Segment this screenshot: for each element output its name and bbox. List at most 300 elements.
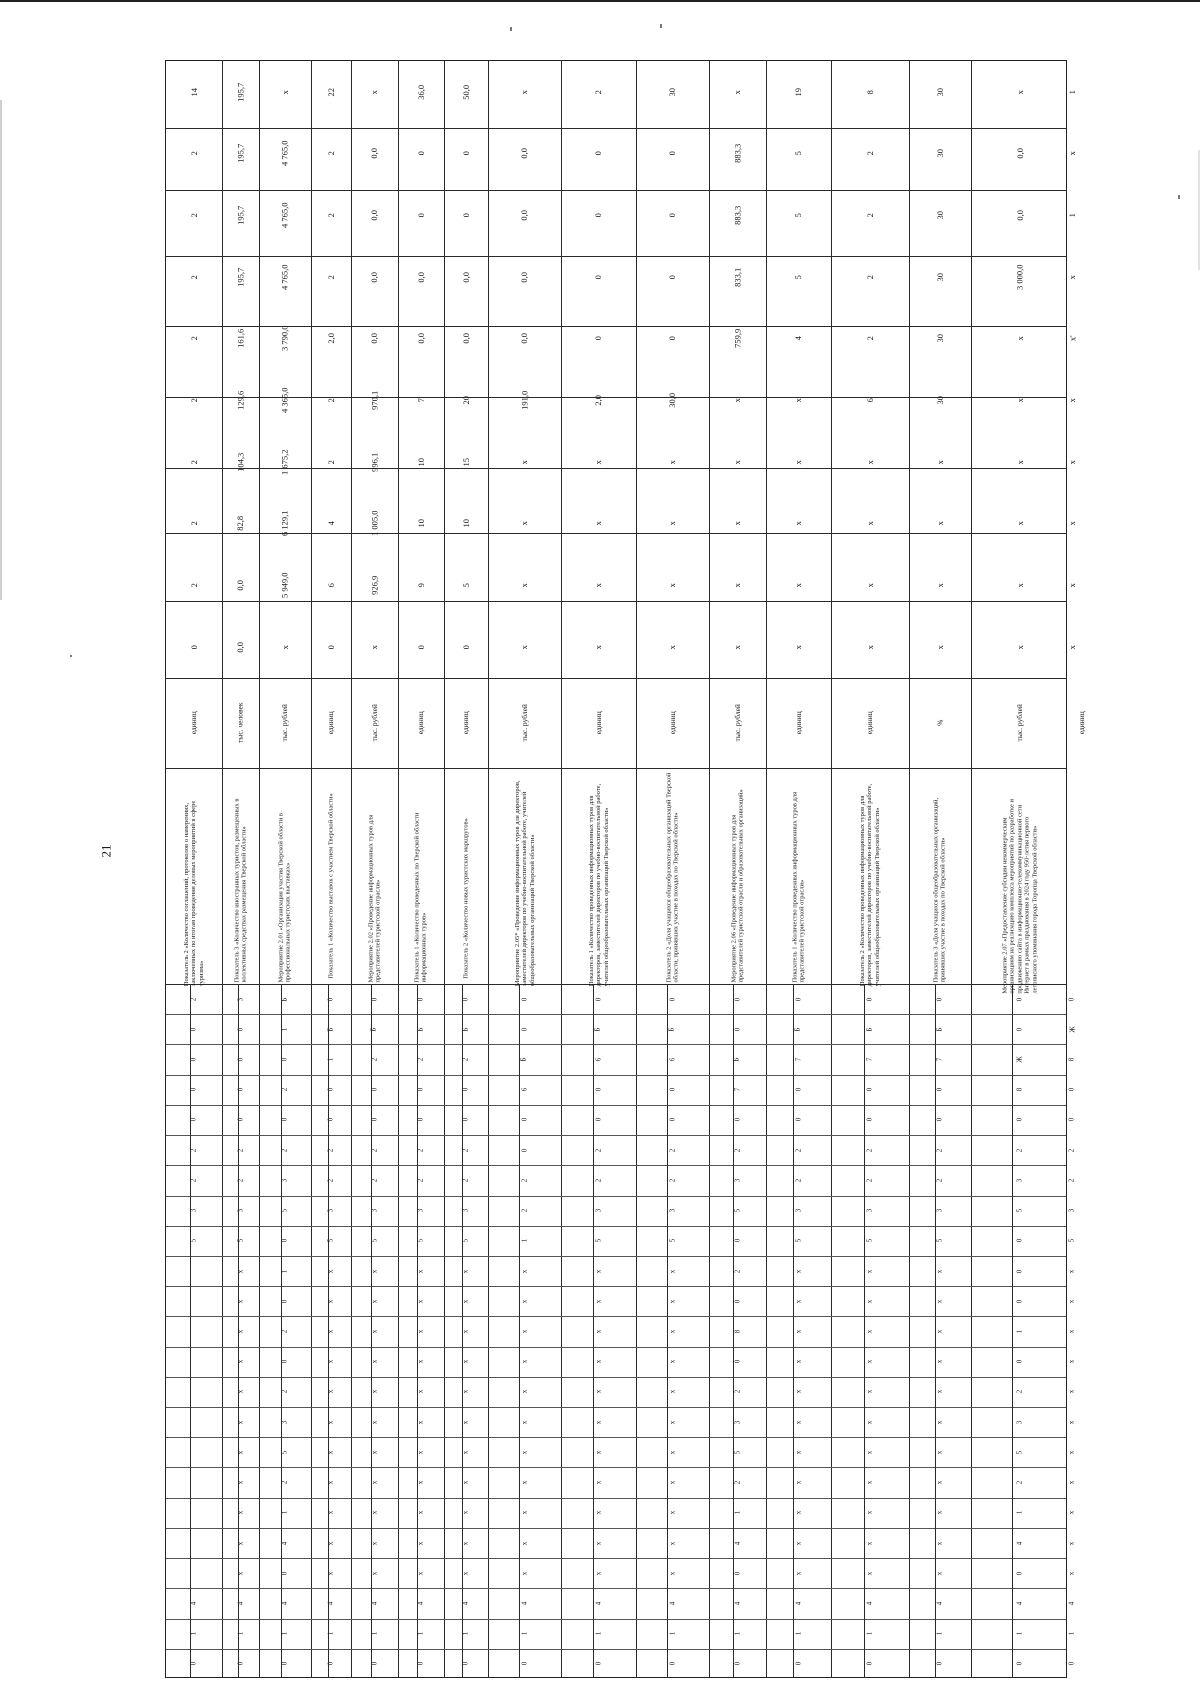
code-digit-cell	[767, 1014, 830, 1044]
code-digit-cell	[167, 1528, 221, 1558]
code-digit-cell	[637, 1467, 708, 1497]
code-digit-cell	[767, 1044, 830, 1074]
unit-cell	[972, 678, 1068, 768]
code-digit-cell	[1067, 1619, 1076, 1649]
code-digit-cell	[832, 1316, 908, 1346]
code-digit-cell-text: 0	[280, 1571, 289, 1575]
table-grid-line	[519, 984, 520, 1677]
code-digit-cell	[260, 1286, 310, 1316]
code-digit-cell-text: 6	[594, 1057, 602, 1062]
unit-cell-text: единиц	[326, 711, 336, 735]
code-digit-cell-text: 4	[520, 1601, 528, 1606]
code-digit-cell-text: 0	[668, 1087, 676, 1092]
code-digit-cell-text: 0	[280, 1118, 289, 1122]
code-digit-cell-text: 0	[416, 1662, 425, 1666]
value-cell	[312, 308, 350, 370]
value-cell	[710, 555, 765, 617]
indicator-name-cell	[972, 768, 1068, 994]
code-digit-cell-text: 3	[794, 1208, 802, 1213]
code-digit-cell	[352, 1044, 397, 1074]
value-cell	[489, 246, 560, 308]
unit-cell	[352, 678, 397, 768]
code-digit-cell	[223, 1044, 258, 1074]
code-digit-cell	[767, 1377, 830, 1407]
code-digit-cell	[445, 984, 487, 1014]
code-digit-cell-text: 0	[370, 997, 378, 1001]
code-digit-cell	[399, 1075, 443, 1105]
code-digit-cell	[312, 1558, 350, 1588]
code-digit-cell-text: 2	[733, 1480, 741, 1485]
code-digit-cell	[223, 1588, 258, 1618]
value-cell	[399, 246, 443, 308]
code-digit-cell-text: 2	[733, 1390, 741, 1394]
code-digit-cell-text: 0	[1067, 1662, 1076, 1666]
code-digit-cell	[167, 1226, 221, 1256]
value-cell	[223, 61, 258, 123]
value-cell	[972, 555, 1068, 617]
code-digit-cell-text: 5	[668, 1239, 676, 1243]
code-digit-cell-text: 0	[1067, 1087, 1076, 1092]
code-digit-cell	[832, 1588, 908, 1618]
value-cell-text: 0	[593, 213, 604, 218]
code-digit-cell	[637, 1256, 708, 1286]
code-digit-cell	[972, 1196, 1068, 1226]
table-grid-line	[733, 984, 734, 1677]
value-cell	[767, 308, 830, 370]
code-digit-cell	[832, 1437, 908, 1467]
code-digit-cell-text: x	[935, 1329, 944, 1334]
value-cell	[910, 123, 970, 185]
value-cell	[445, 184, 487, 246]
code-digit-cell	[832, 1135, 908, 1165]
code-digit-cell-text: 0	[865, 1087, 874, 1092]
value-cell	[767, 616, 830, 678]
code-digit-cell-text: 0	[594, 1118, 602, 1122]
value-cell-text: x	[1014, 583, 1025, 588]
code-digit-cell	[710, 1286, 765, 1316]
code-digit-cell	[637, 1588, 708, 1618]
code-digit-cell	[399, 1196, 443, 1226]
code-digit-cell-text: 3	[236, 1208, 244, 1213]
indicator-name-text: Мероприятие 2.06 «Проведение информационных туров для представителей туристской отрасли и образовательных организаций»	[730, 789, 745, 983]
code-digit-cell-text: Б	[733, 1057, 741, 1062]
code-digit-cell	[910, 984, 970, 1014]
code-digit-cell-text: x	[935, 1571, 944, 1575]
code-digit-cell	[445, 1558, 487, 1588]
scan-top-border	[0, 0, 1200, 2]
value-cell-text: 883,3	[732, 143, 743, 164]
code-digit-cell	[399, 1588, 443, 1618]
code-digit-cell	[352, 1075, 397, 1105]
value-cell-text: 129,6	[235, 390, 246, 410]
unit-cell	[767, 678, 830, 768]
code-digit-cell-text: Б	[865, 1027, 874, 1032]
code-digit-cell-text: 2	[461, 1178, 470, 1183]
code-digit-cell	[489, 1588, 560, 1618]
code-digit-cell-text: 4	[236, 1601, 244, 1606]
value-cell-text: 2	[188, 583, 199, 588]
code-digit-cell	[910, 1377, 970, 1407]
value-cell	[399, 370, 443, 432]
code-digit-cell-text: x	[668, 1420, 676, 1424]
code-digit-cell	[489, 1377, 560, 1407]
code-digit-cell	[260, 1105, 310, 1135]
code-digit-cell	[399, 1014, 443, 1044]
code-digit-cell	[445, 1347, 487, 1377]
value-cell-text: x	[1066, 398, 1077, 403]
code-digit-cell	[312, 1196, 350, 1226]
value-cell	[352, 431, 397, 493]
code-digit-cell-text: x	[668, 1269, 676, 1273]
code-digit-cell	[832, 1407, 908, 1437]
code-digit-cell-text: 0	[370, 1118, 378, 1122]
code-digit-cell-text: 0	[794, 1118, 802, 1122]
code-digit-cell	[832, 1528, 908, 1558]
value-cell-text: 0	[415, 645, 426, 650]
code-digit-cell-text: x	[935, 1299, 944, 1304]
code-digit-cell	[972, 1649, 1068, 1679]
code-digit-cell	[312, 1256, 350, 1286]
code-digit-cell	[223, 1528, 258, 1558]
value-cell	[832, 184, 908, 246]
code-digit-cell-text: x	[794, 1269, 802, 1273]
code-digit-cell-text: 4	[280, 1541, 289, 1545]
indicator-name-text: Мероприятие 2.05* «Проведение информационных туров для директоров, заместителей директоров по учебно-воспитательной работе, учителей общеобразовательных организаций Тверской области»	[513, 780, 536, 987]
value-cell	[399, 184, 443, 246]
code-digit-cell-text: x	[865, 1511, 874, 1515]
value-cell	[562, 308, 635, 370]
value-cell-text: 0	[415, 151, 426, 156]
code-digit-cell-text: 1	[370, 1631, 378, 1636]
code-digit-cell-text: 1	[1015, 1631, 1024, 1636]
value-cell-text: x	[519, 459, 530, 465]
table-grid-line	[328, 984, 329, 1677]
code-digit-cell-text: 1	[794, 1631, 802, 1636]
code-digit-cell	[1067, 1044, 1076, 1074]
code-digit-cell	[312, 1498, 350, 1528]
value-cell	[489, 61, 560, 123]
code-digit-cell	[399, 1165, 443, 1195]
code-digit-cell-text: 0	[280, 1057, 289, 1062]
code-digit-cell	[767, 1407, 830, 1437]
value-cell-text: 7	[415, 398, 426, 403]
code-digit-cell-text: 2	[733, 1269, 741, 1273]
code-digit-cell-text: x	[236, 1450, 244, 1455]
indicator-name-cell	[260, 768, 310, 984]
code-digit-cell	[445, 1649, 487, 1679]
code-digit-cell	[637, 1347, 708, 1377]
value-cell-text: 0,0	[369, 209, 380, 221]
value-cell-text: 3 000,0	[1014, 264, 1025, 290]
code-digit-cell-text: x	[935, 1541, 944, 1545]
value-cell	[352, 184, 397, 246]
value-cell	[445, 493, 487, 555]
code-digit-cell-text: x	[520, 1450, 528, 1455]
value-cell-text: 10	[460, 519, 471, 528]
code-digit-cell	[445, 1316, 487, 1346]
code-digit-cell-text: x	[416, 1450, 425, 1455]
code-digit-cell-text: 2	[280, 1148, 289, 1152]
value-cell-text: 10	[415, 457, 426, 467]
code-digit-cell	[637, 1105, 708, 1135]
code-digit-cell	[445, 1135, 487, 1165]
value-cell	[167, 493, 221, 555]
code-digit-cell	[1067, 1165, 1076, 1195]
table-grid-line	[864, 984, 865, 1677]
value-cell-text: 4 765,0	[279, 202, 290, 228]
code-digit-cell	[832, 1014, 908, 1044]
code-digit-cell	[223, 1105, 258, 1135]
value-cell	[767, 184, 830, 246]
code-digit-cell-text: 2	[461, 1057, 470, 1062]
code-digit-cell-text: 0	[280, 1299, 289, 1304]
value-cell	[312, 246, 350, 308]
code-digit-cell	[167, 1256, 221, 1286]
code-digit-cell	[352, 1558, 397, 1588]
code-digit-cell	[972, 1075, 1068, 1105]
code-digit-cell	[972, 1014, 1068, 1044]
value-cell	[223, 370, 258, 432]
value-cell	[489, 555, 560, 617]
indicator-name-text: Показатель 3 «Количество иностранных туристов, размещенных в коллективных средствах размещения Тверской области»	[233, 798, 248, 983]
code-digit-cell	[445, 1437, 487, 1467]
code-digit-cell	[489, 1286, 560, 1316]
code-digit-cell-text: x	[520, 1390, 528, 1394]
code-digit-cell-text: 5	[1015, 1450, 1024, 1455]
code-digit-cell-text: 4	[280, 1601, 289, 1606]
code-digit-cell	[1067, 1075, 1076, 1105]
code-digit-cell-text: x	[326, 1299, 335, 1304]
code-digit-cell	[399, 1044, 443, 1074]
code-digit-cell-text: 0	[1015, 1662, 1024, 1666]
value-cell-text: 50,0	[460, 84, 471, 100]
code-digit-cell-text: 2	[370, 1148, 378, 1152]
unit-cell-text: тыс. рублей	[519, 704, 529, 742]
code-digit-cell	[710, 1014, 765, 1044]
unit-cell-text: тыс. рублей	[1015, 704, 1025, 742]
value-cell-text: x	[667, 645, 678, 650]
value-cell-text: 0,0	[415, 271, 426, 283]
unit-cell	[637, 678, 708, 768]
value-cell-text: 6	[864, 398, 875, 403]
code-digit-cell	[223, 1347, 258, 1377]
value-cell-text: x	[732, 583, 743, 588]
value-cell-text: x	[1066, 459, 1077, 465]
code-digit-cell	[352, 1014, 397, 1044]
unit-cell	[910, 678, 970, 768]
unit-cell	[399, 678, 443, 768]
code-digit-cell	[223, 1558, 258, 1588]
value-cell	[399, 555, 443, 617]
code-digit-cell-text: x	[236, 1390, 244, 1394]
code-digit-cell-text: 1	[416, 1631, 425, 1636]
value-cell	[972, 431, 1068, 493]
code-digit-cell	[767, 1286, 830, 1316]
code-digit-cell-text: x	[520, 1541, 528, 1545]
code-digit-cell	[910, 1588, 970, 1618]
code-digit-cell-text: 0	[794, 1662, 802, 1666]
code-digit-cell	[312, 1467, 350, 1497]
code-digit-cell	[637, 1044, 708, 1074]
indicator-name-text: Показатель 1 «Количество проведенных информационных туров для директоров, заместителей директоров по учебно-воспитательной работе, учителей общеобразовательных организаций Тверской области»	[587, 783, 610, 987]
value-cell	[312, 431, 350, 493]
value-cell	[710, 370, 765, 432]
value-cell	[710, 493, 765, 555]
code-digit-cell-text: x	[668, 1450, 676, 1455]
code-digit-cell-text: 0	[461, 1118, 470, 1122]
value-cell-text: x	[732, 398, 743, 403]
code-digit-cell-text: Б	[935, 1027, 944, 1032]
value-cell-text: 0,0	[519, 271, 530, 283]
code-digit-cell	[260, 1558, 310, 1588]
code-digit-cell	[223, 1407, 258, 1437]
unit-cell-text: единиц	[793, 711, 803, 735]
code-digit-cell	[260, 984, 310, 1014]
code-digit-cell-text: x	[370, 1420, 378, 1424]
code-digit-cell	[399, 1528, 443, 1558]
code-digit-cell	[910, 1075, 970, 1105]
code-digit-cell	[767, 1226, 830, 1256]
value-cell	[223, 431, 258, 493]
code-digit-cell-text: x	[794, 1329, 802, 1334]
code-digit-cell-text: 2	[461, 1148, 470, 1152]
unit-cell-text: единиц	[667, 711, 677, 735]
code-digit-cell	[767, 1256, 830, 1286]
code-digit-cell	[312, 1377, 350, 1407]
indicator-name-cell	[312, 768, 350, 984]
value-cell-text: 30	[934, 272, 945, 282]
code-digit-cell	[312, 1286, 350, 1316]
code-digit-cell-text: 1	[326, 1631, 335, 1636]
code-digit-cell-text: 0	[594, 1087, 602, 1092]
code-digit-cell-text: x	[594, 1329, 602, 1334]
code-digit-cell-text: x	[594, 1480, 602, 1485]
code-digit-cell	[445, 1226, 487, 1256]
value-cell	[910, 246, 970, 308]
code-digit-cell	[223, 1165, 258, 1195]
code-digit-cell	[352, 1105, 397, 1135]
code-digit-cell	[710, 1588, 765, 1618]
code-digit-cell-text: 0	[326, 1118, 335, 1122]
code-digit-cell-text: 3	[1015, 1420, 1024, 1424]
value-cell	[260, 184, 310, 246]
code-digit-cell	[223, 1075, 258, 1105]
code-digit-cell	[562, 1588, 635, 1618]
code-digit-cell	[710, 1649, 765, 1679]
value-cell	[1066, 184, 1077, 246]
value-cell-text: 4	[325, 521, 336, 526]
code-digit-cell	[767, 1588, 830, 1618]
value-cell	[562, 555, 635, 617]
value-cell-text: 0	[667, 213, 678, 218]
code-digit-cell	[1067, 1316, 1076, 1346]
code-digit-cell	[352, 1588, 397, 1618]
value-cell	[260, 616, 310, 678]
value-cell	[767, 493, 830, 555]
code-digit-cell	[562, 1407, 635, 1437]
code-digit-cell-text: 0	[935, 1662, 944, 1666]
code-digit-cell	[352, 1649, 397, 1679]
code-digit-cell-text: x	[236, 1329, 244, 1334]
code-digit-cell	[972, 984, 1068, 1014]
value-cell	[167, 370, 221, 432]
scan-left-shadow	[0, 100, 2, 600]
code-digit-cell	[972, 1316, 1068, 1346]
code-digit-cell	[972, 1165, 1068, 1195]
code-digit-cell-text: x	[668, 1390, 676, 1394]
code-digit-cell	[910, 1347, 970, 1377]
code-digit-cell	[399, 984, 443, 1014]
code-digit-cell	[710, 1044, 765, 1074]
value-cell	[312, 555, 350, 617]
code-digit-cell-text: 0	[189, 1118, 198, 1122]
code-digit-cell	[637, 1498, 708, 1528]
value-cell	[223, 493, 258, 555]
code-digit-cell	[972, 1226, 1068, 1256]
value-cell-text: 0	[460, 645, 471, 650]
code-digit-cell	[167, 1014, 221, 1044]
code-digit-cell-text: x	[416, 1329, 425, 1334]
code-digit-cell	[637, 1196, 708, 1226]
value-cell	[637, 555, 708, 617]
code-digit-cell-text: 2	[794, 1148, 802, 1152]
unit-cell	[167, 678, 221, 768]
value-cell-text: x	[519, 645, 530, 650]
value-cell	[972, 246, 1068, 308]
code-digit-cell-text: x	[416, 1390, 425, 1394]
value-cell-text: 2	[325, 151, 336, 156]
code-digit-cell	[637, 1075, 708, 1105]
code-digit-cell	[637, 1558, 708, 1588]
value-cell-text: 3 790,0	[279, 325, 290, 352]
value-cell-text: 0,0	[1014, 209, 1025, 221]
code-digit-cell	[223, 1014, 258, 1044]
value-cell	[637, 61, 708, 123]
code-digit-cell-text: x	[416, 1420, 425, 1424]
value-cell	[352, 61, 397, 123]
value-cell	[710, 61, 765, 123]
code-digit-cell-text: 0	[1015, 1118, 1024, 1122]
code-digit-cell	[352, 1619, 397, 1649]
code-digit-cell	[489, 1316, 560, 1346]
table-grid-line	[417, 984, 418, 1677]
code-digit-cell	[562, 1196, 635, 1226]
code-digit-cell-text: x	[416, 1571, 425, 1575]
code-digit-cell-text: x	[594, 1359, 602, 1364]
value-cell	[352, 493, 397, 555]
code-digit-cell	[352, 1377, 397, 1407]
value-cell-text: 2	[325, 213, 336, 218]
value-cell	[223, 246, 258, 308]
code-digit-cell-text: x	[594, 1511, 602, 1515]
table-grid-line	[238, 984, 239, 1677]
value-cell	[445, 370, 487, 432]
code-digit-cell	[260, 1196, 310, 1226]
value-cell-text: 195,7	[235, 82, 246, 102]
code-digit-cell-text: 0	[733, 1571, 741, 1575]
code-digit-cell	[910, 1467, 970, 1497]
code-digit-cell-text: Б	[594, 1027, 602, 1032]
value-cell	[910, 555, 970, 617]
value-cell-text: x	[593, 583, 604, 588]
value-cell-text: x	[369, 89, 380, 94]
value-cell-text: 2	[325, 459, 336, 465]
code-digit-cell	[260, 1528, 310, 1558]
code-digit-cell	[910, 1226, 970, 1256]
code-digit-cell-text: x	[668, 1359, 676, 1364]
code-digit-cell-text: 0	[236, 1662, 244, 1666]
code-digit-cell	[312, 1044, 350, 1074]
